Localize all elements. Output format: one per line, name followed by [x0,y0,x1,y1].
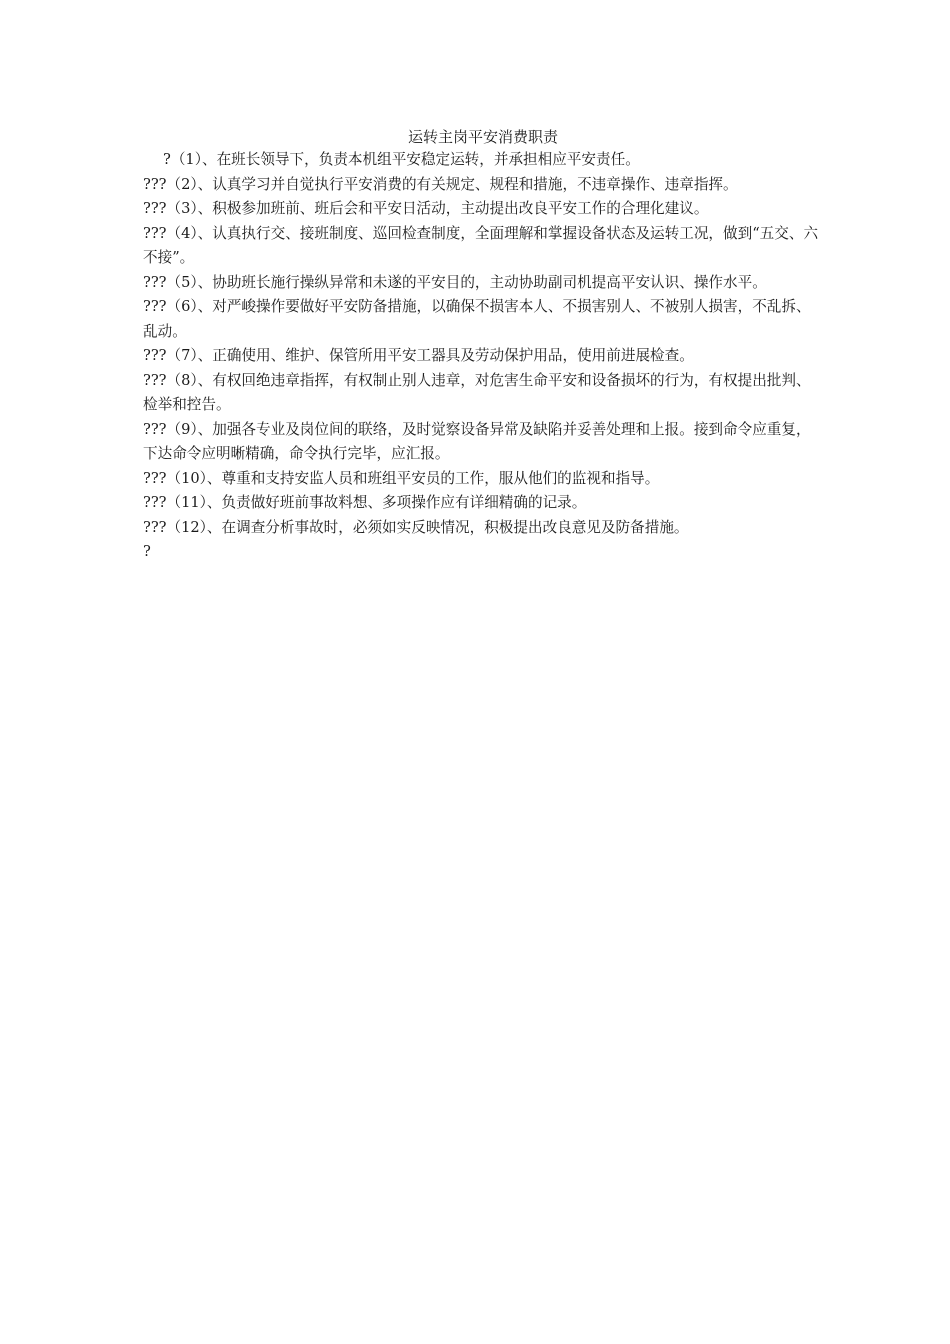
duty-paragraph-3: ???（3）、积极参加班前、班后会和平安日活动，主动提出改良平安工作的合理化建议。 [143,200,709,217]
duty-paragraph-6: ???（6）、对严峻操作要做好平安防备措施，以确保不损害本人、不损害别人、不被别人损害，不乱拆、乱动。 [143,298,811,340]
duty-paragraph-9: ???（9）、加强各专业及岗位间的联络，及时觉察设备异常及缺陷并妥善处理和上报。接到命令应重复，下达命令应明晰精确，命令执行完毕，应汇报。 [143,420,811,462]
document-body [143,126,823,564]
duty-paragraph-1: ?（1）、在班长领导下，负责本机组平安稳定运转，并承担相应平安责任。 [163,151,640,168]
duty-paragraph-10: ???（10）、尊重和支持安监人员和班组平安员的工作，服从他们的监视和指导。 [143,469,660,487]
document-title: 运转主岗平安消费职责 [407,128,558,146]
duty-paragraph-7: ???（7）、正确使用、维护、保管所用平安工器具及劳动保护用品，使用前进展检查。 [143,347,694,364]
duty-paragraph-5: ???（5）、协助班长施行操纵异常和未遂的平安目的，主动协助副司机提高平安认识、操作水平。 [143,273,767,291]
duty-paragraph-4: ???（4）、认真执行交、接班制度、巡回检查制度，全面理解和掌握设备状态及运转工况，做到“五交、六不接”。 [143,224,819,266]
duty-paragraph-11: ???（11）、负责做好班前事故料想、多项操作应有详细精确的记录。 [143,494,587,511]
duty-paragraph-12: ???（12）、在调查分析事故时，必须如实反映情况，积极提出改良意见及防备措施。 [143,518,689,536]
duty-paragraph-2: ???（2）、认真学习并自觉执行平安消费的有关规定、规程和措施，不违章操作、违章指挥。 [143,175,738,193]
duty-paragraph-8: ???（8）、有权回绝违章指挥，有权制止别人违章，对危害生命平安和设备损坏的行为，有权提出批判、检举和控告。 [143,371,811,413]
trailing-paragraph: ? [143,543,151,560]
